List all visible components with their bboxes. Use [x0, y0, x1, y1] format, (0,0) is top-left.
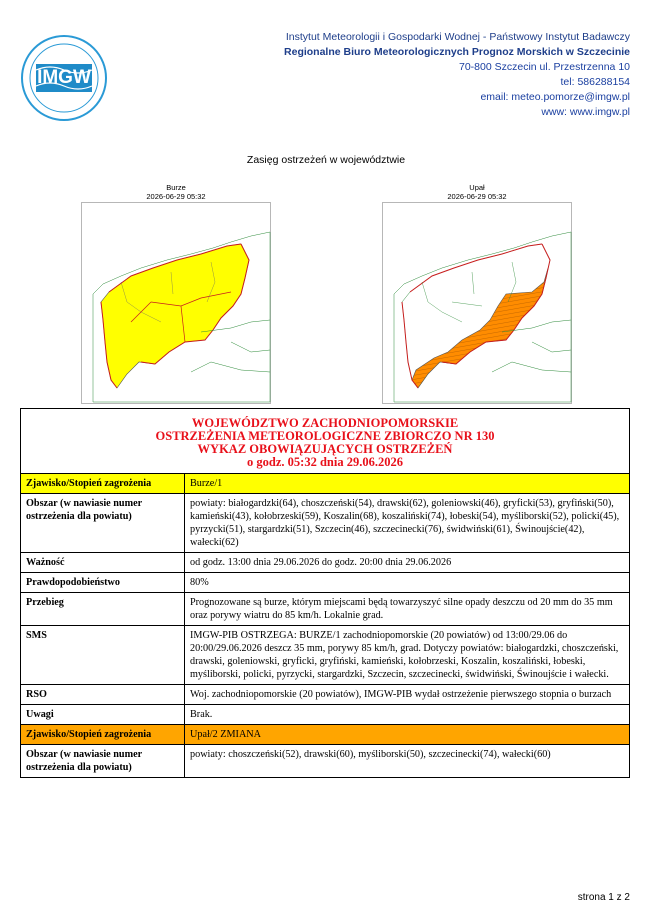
map-heat-title: Upał: [469, 183, 485, 192]
table-row: [21, 626, 630, 685]
banner-issue-time: o godz. 05:32 dnia 29.06.2026: [247, 455, 403, 469]
map-storms-svg: [81, 202, 271, 404]
remarks-value: Brak.: [185, 705, 630, 725]
area-value: powiaty: białogardzki(64), choszczeński(54), drawski(62), goleniowski(46), gryficki(53), gryfiński(50), kamieński(43), kołobrzeski(59), Koszalin(68), koszaliński(74), łobeski(54), myśliborski(52), policki(45), pyrzycki(51), stargardzki(51), Szczecin(46), szczecinecki(76), świdwiński(61), Świnoujście(42), wałecki(62): [185, 494, 630, 553]
phenomenon-value: Burze/1: [185, 474, 630, 494]
table-row: [21, 685, 630, 705]
banner-list-title: WYKAZ OBOWIĄZUJĄCYCH OSTRZEŻEŃ: [197, 442, 453, 456]
header-phone: tel: 586288154: [560, 76, 630, 88]
table-row: [21, 705, 630, 725]
banner-bulletin-number: OSTRZEŻENIA METEOROLOGICZNE ZBIORCZO NR 130: [155, 429, 495, 443]
map-heat: [382, 183, 572, 405]
map-heat-svg: [382, 202, 572, 404]
table-row: [21, 573, 630, 593]
header-address: 70-800 Szczecin ul. Przestrzenna 10: [458, 61, 630, 73]
validity-value: od godz. 13:00 dnia 29.06.2026 do godz. 20:00 dnia 29.06.2026: [185, 553, 630, 573]
banner-voivodeship: WOJEWÓDZTWO ZACHODNIOPOMORSKIE: [191, 416, 459, 430]
row-label: SMS: [21, 626, 185, 685]
row-label: Obszar (w nawiasie numer ostrzeżenia dla powiatu): [21, 745, 185, 778]
row-label: Przebieg: [21, 593, 185, 626]
svg-text:IMGW: IMGW: [37, 67, 91, 88]
row-label: Zjawisko/Stopień zagrożenia: [21, 474, 185, 494]
row-label: Zjawisko/Stopień zagrożenia: [21, 725, 185, 745]
probability-value: 80%: [185, 573, 630, 593]
map-storms: [81, 183, 271, 405]
header-line-2: Regionalne Biuro Meteorologicznych Prognoz Morskich w Szczecinie: [284, 46, 630, 58]
header-email[interactable]: email: meteo.pomorze@imgw.pl: [480, 91, 630, 103]
table-row: [21, 593, 630, 626]
maps-title: Zasięg ostrzeżeń w województwie: [246, 154, 406, 166]
table-row: [21, 553, 630, 573]
course-value: Prognozowane są burze, którym miejscami będą towarzyszyć silne opady deszczu od 20 mm do 35 mm oraz porywy wiatru do 85 km/h. Lokalnie grad.: [185, 593, 630, 626]
imgw-logo: [20, 34, 108, 122]
header-www[interactable]: www: www.imgw.pl: [541, 106, 630, 118]
page-number: strona 1 z 2: [577, 892, 630, 903]
map-storms-title: Burze: [166, 183, 186, 192]
row-label: Ważność: [21, 553, 185, 573]
warnings-table: [20, 408, 630, 778]
area-value: powiaty: choszczeński(52), drawski(60), myśliborski(50), szczecinecki(74), wałecki(60): [185, 745, 630, 778]
row-label: Obszar (w nawiasie numer ostrzeżenia dla powiatu): [21, 494, 185, 553]
map-heat-date: 2026-06-29 05:32: [447, 192, 507, 201]
table-row: [21, 725, 630, 745]
table-row: [21, 474, 630, 494]
table-row: [21, 745, 630, 778]
table-row: [21, 494, 630, 553]
sms-value: IMGW-PIB OSTRZEGA: BURZE/1 zachodniopomorskie (20 powiatów) od 13:00/29.06 do 20:00/29.06.2026 deszcz 35 mm, porywy 85 km/h, grad. Dotyczy powiatów: białogardzki, choszczeński, drawski, goleniowski, gryficki, gryfiński, kamieński, kołobrzeski, Koszalin, koszaliński, łobeski, myśliborski, policki, pyrzycki, stargardzki, Szczecin, szczecinecki, świdwiński, Świnoujście i wałecki.: [185, 626, 630, 685]
row-label: Prawdopodobieństwo: [21, 573, 185, 593]
institute-header: [284, 30, 630, 120]
phenomenon-value: Upał/2 ZMIANA: [185, 725, 630, 745]
warnings-banner: [21, 409, 630, 474]
header-line-1: Instytut Meteorologii i Gospodarki Wodnej - Państwowy Instytut Badawczy: [285, 31, 630, 43]
row-label: Uwagi: [21, 705, 185, 725]
map-storms-date: 2026-06-29 05:32: [146, 192, 206, 201]
row-label: RSO: [21, 685, 185, 705]
rso-value: Woj. zachodniopomorskie (20 powiatów), IMGW-PIB wydał ostrzeżenie pierwszego stopnia o burzach: [185, 685, 630, 705]
